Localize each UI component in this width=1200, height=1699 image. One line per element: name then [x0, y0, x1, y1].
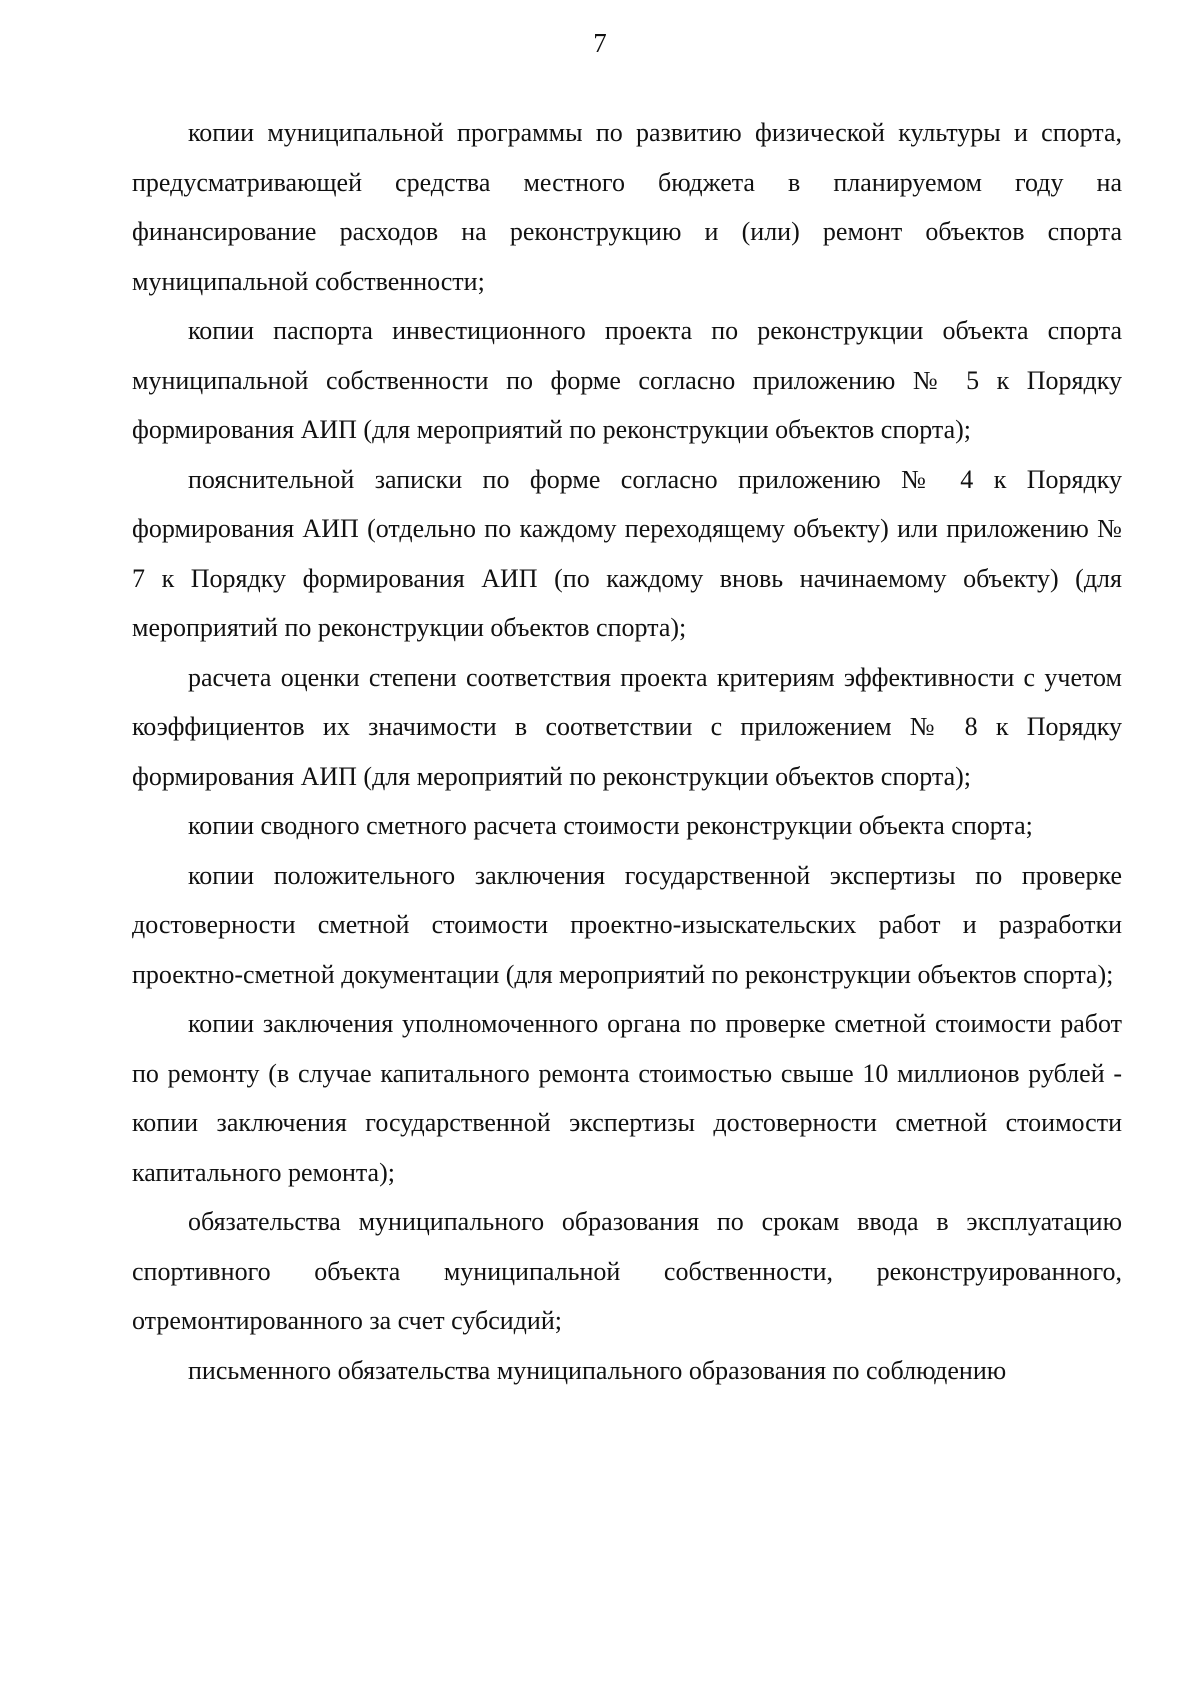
paragraph-explanatory-note: пояснительной записки по форме согласно приложению № 4 к Порядку формирования АИП (отдельно по каждому переходящему объекту) или приложению № 7 к Порядку формирования АИП (по каждому вновь начинаемому объекту) (для мероприятий по реконструкции объектов спорта);: [132, 464, 1122, 642]
document-body: [132, 108, 1122, 1395]
paragraph-state-expertise-conclusion: копии положительного заключения государственной экспертизы по проверке достоверности сметной стоимости проектно-изыскательских работ и разработки проектно-сметной документации (для мероприятий по реконструкции объектов спорта);: [132, 860, 1122, 989]
paragraph-summary-estimate-copy: копии сводного сметного расчета стоимости реконструкции объекта спорта;: [188, 811, 1033, 840]
page-number: 7: [593, 28, 607, 58]
paragraph-authorized-body-conclusion: копии заключения уполномоченного органа по проверке сметной стоимости работ по ремонту (в случае капитального ремонта стоимостью свыше 10 миллионов рублей - копии заключения государственной экспертизы достоверности сметной стоимости капитального ремонта);: [132, 1009, 1122, 1187]
paragraph-written-obligation: письменного обязательства муниципального образования по соблюдению: [188, 1355, 1007, 1385]
paragraph-commissioning-obligation: обязательства муниципального образования по срокам ввода в эксплуатацию спортивного объекта муниципальной собственности, реконструированного, отремонтированного за счет субсидий;: [132, 1207, 1122, 1335]
paragraph-investment-project-passport: копии паспорта инвестиционного проекта по реконструкции объекта спорта муниципальной собственности по форме согласно приложению № 5 к Порядку формирования АИП (для мероприятий по реконструкции объектов спорта);: [132, 316, 1122, 444]
paragraph-efficiency-assessment: расчета оценки степени соответствия проекта критериям эффективности с учетом коэффициентов их значимости в соответствии с приложением № 8 к Порядку формирования АИП (для мероприятий по реконструкции объектов спорта);: [132, 662, 1122, 791]
paragraph-municipal-program-copy: копии муниципальной программы по развитию физической культуры и спорта, предусматривающей средства местного бюджета в планируемом году на финансирование расходов на реконструкцию и (или) ремонт объектов спорта муниципальной собственности;: [132, 118, 1122, 296]
